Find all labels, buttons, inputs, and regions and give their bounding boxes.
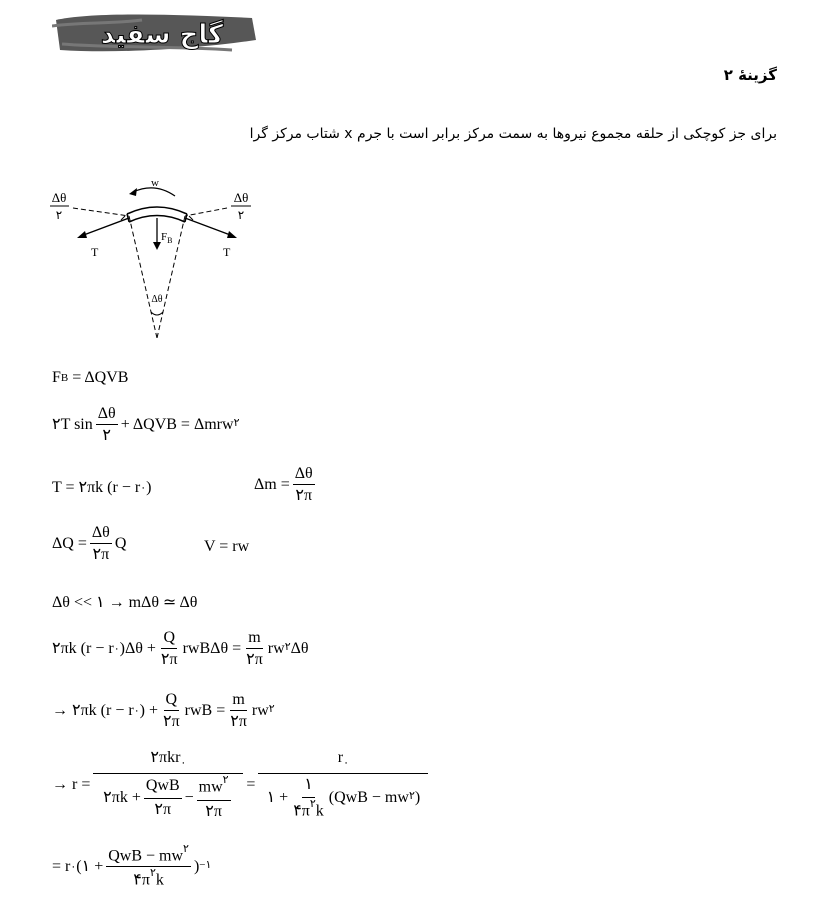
equation-9: = r ۰ (۱ + $\frac{QwB - mw^۲}{۴\pi^۲k}$ ) $^{-۱}$ [52, 843, 212, 889]
left-angle-num: Δθ [51, 190, 67, 205]
angular-velocity-label: w [151, 178, 159, 189]
equation-5: Δθ << ۱ → mΔθ ≃ Δθ [52, 594, 198, 611]
right-angle-den: ۲ [237, 208, 245, 222]
equation-3b: Δm = $\frac{\Delta\theta}{۲\pi}$ [254, 465, 313, 504]
ring-element-diagram [45, 178, 265, 343]
equation-1: F B = ΔQVB [52, 369, 129, 386]
equation-2: ۲T sin $\frac{\Delta\theta}{۲}$ + ΔQVB = Δmrw $^۲$ [52, 405, 240, 444]
right-angle-num: Δθ [233, 190, 249, 205]
logo [52, 10, 258, 58]
logo-text: گاج سفید [100, 20, 224, 50]
equation-4: ΔQ = $\frac{\Delta\theta}{۲\pi}$ Q [52, 524, 127, 563]
left-angle-den: ۲ [55, 208, 63, 222]
equation-6: ۲πk (r − r ۰ )Δθ + $\frac{Q}{۲\pi}$ rwBΔθ = $\frac{m}{۲\pi}$ rw $^۲$ Δθ [52, 629, 309, 668]
tension-right-label: T [223, 245, 231, 259]
tension-left-label: T [91, 245, 99, 259]
magnetic-force-label: $F_B$ [161, 231, 173, 245]
equation-4b: V = rw [204, 538, 250, 555]
equation-7: → ۲πk (r − r ۰ ) + $\frac{Q}{۲\pi}$ rwB = $\frac{m}{۲\pi}$ rw $^۲$ [52, 691, 275, 730]
equation-8: → r = ۲πkr$_۰$ ۲πk + $\frac{\text{QwB}}{۲\pi}$ − $\frac{mw^۲}{۲\pi}$ = $r_۰$ ۱ + $\frac{۱}{۴\pi^۲k}$ (QwB − mw $^۲$ ) [52, 750, 431, 820]
answer-heading: گزینهٔ ۲ [723, 66, 777, 84]
intro-text: برای جز کوچکی از حلقه مجموع نیروها به سمت مرکز برابر است با جرم x شتاب مرکز گرا [249, 126, 777, 142]
equation-3: T = ۲πk (r − r ۰ ) [52, 479, 152, 496]
center-angle-label: Δθ [151, 294, 163, 305]
